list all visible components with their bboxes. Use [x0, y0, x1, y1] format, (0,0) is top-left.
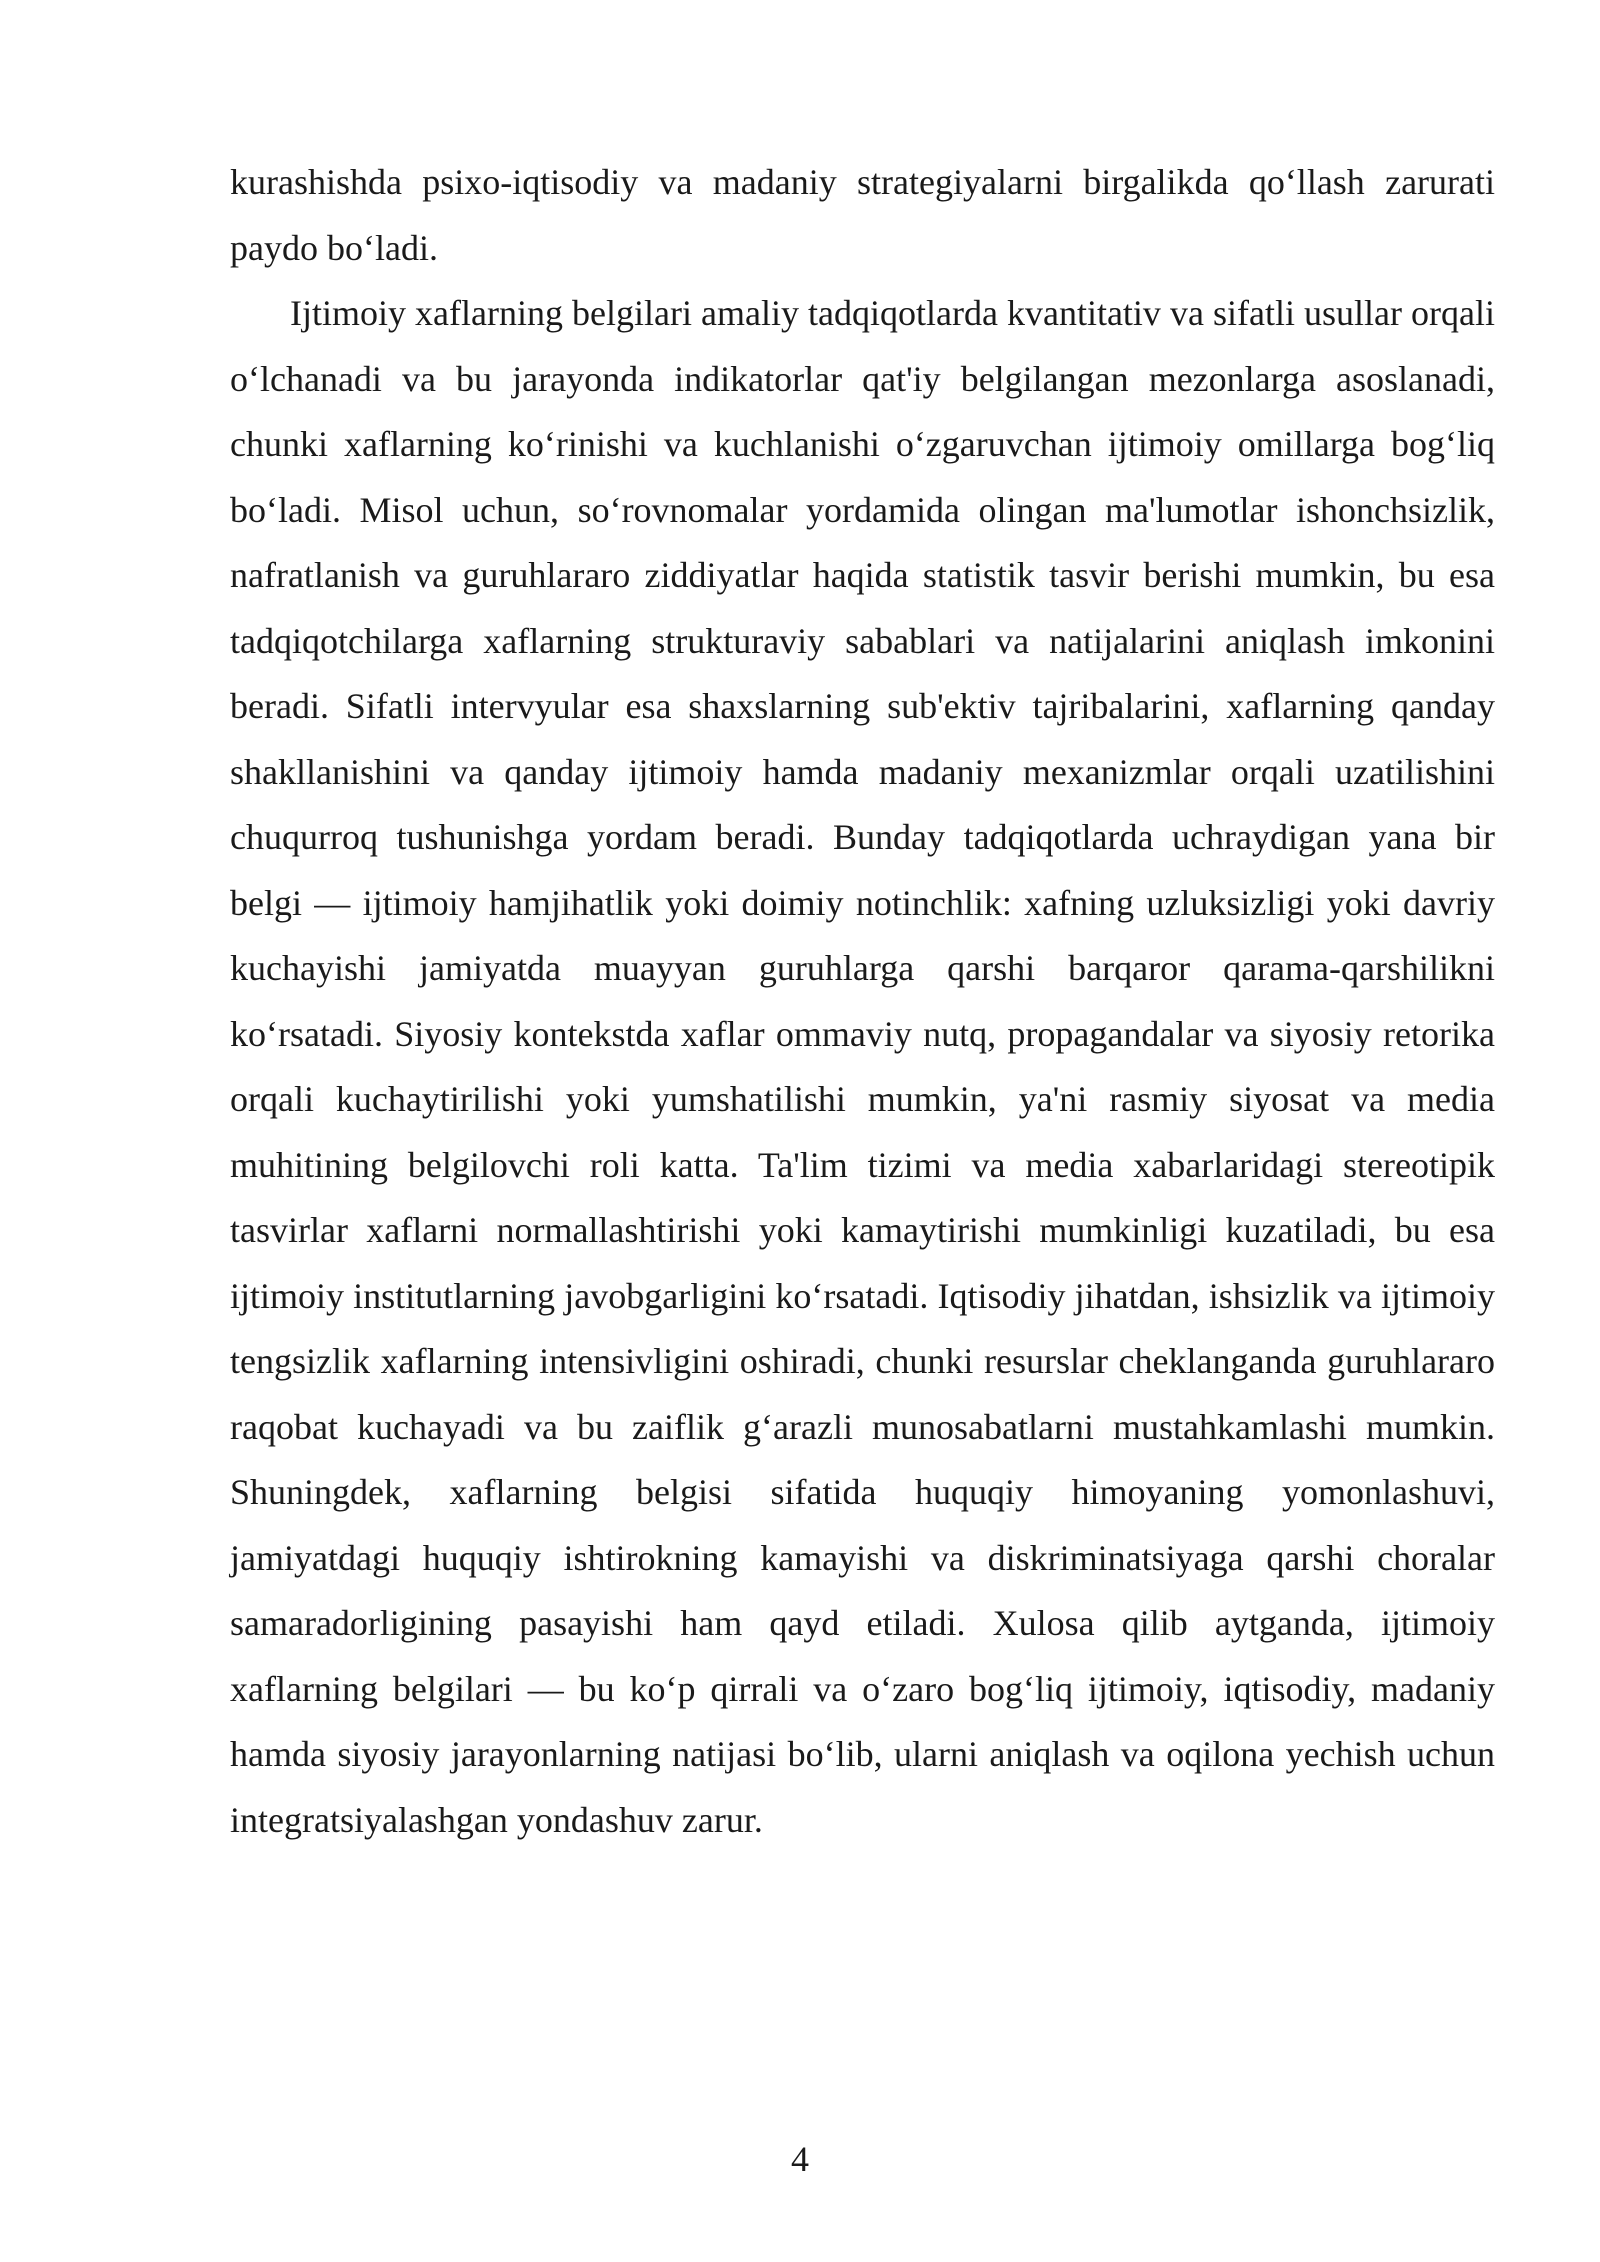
- page-number: 4: [791, 2139, 809, 2179]
- paragraph-continuation: kurashishda psixo-iqtisodiy va madaniy strategiyalarni birgalikda qo‘llash zarurati paydo bo‘ladi.: [230, 162, 1495, 268]
- paragraph-main: Ijtimoiy xaflarning belgilari amaliy tadqiqotlarda kvantitativ va sifatli usullar orqali o‘lchanadi va bu jarayonda indikatorlar qat'iy belgilangan mezonlarga asoslanadi, chunki xaflarning ko‘rinishi va kuchlanishi o‘zgaruvchan ijtimoiy omillarga bog‘liq bo‘ladi. Misol uchun, so‘rovnomalar yordamida olingan ma'lumotlar ishonchsizlik, nafratlanish va guruhlararo ziddiyatlar haqida statistik tasvir berishi mumkin, bu esa tadqiqotchilarga xaflarning strukturaviy sabablari va natijalarini aniqlash imkonini beradi. Sifatli intervyular esa shaxslarning sub'ektiv tajribalarini, xaflarning qanday shakllanishini va qanday ijtimoiy hamda madaniy mexanizmlar orqali uzatilishini chuqurroq tushunishga yordam beradi. Bunday tadqiqotlarda uchraydigan yana bir belgi — ijtimoiy hamjihatlik yoki doimiy notinchlik: xafning uzluksizligi yoki davriy kuchayishi jamiyatda muayyan guruhlarga qarshi barqaror qarama-qarshilikni ko‘rsatadi. Siyosiy kontekstda xaflar ommaviy nutq, propagandalar va siyosiy retorika orqali kuchaytirilishi yoki yumshatilishi mumkin, ya'ni rasmiy siyosat va media muhitining belgilovchi roli katta. Ta'lim tizimi va media xabarlaridagi stereotipik tasvirlar xaflarni normallashtirishi yoki kamaytirishi mumkinligi kuzatiladi, bu esa ijtimoiy institutlarning javobgarligini ko‘rsatadi. Iqtisodiy jihatdan, ishsizlik va ijtimoiy tengsizlik xaflarning intensivligini oshiradi, chunki resurslar cheklanganda guruhlararo raqobat kuchayadi va bu zaiflik g‘arazli munosabatlarni mustahkamlashi mumkin. Shuningdek, xaflarning belgisi sifatida huquqiy himoyaning yomonlashuvi, jamiyatdagi huquqiy ishtirokning kamayishi va diskriminatsiyaga qarshi choralar samaradorligining pasayishi ham qayd etiladi. Xulosa qilib aytganda, ijtimoiy xaflarning belgilari — bu ko‘p qirrali va o‘zaro bog‘liq ijtimoiy, iqtisodiy, madaniy hamda siyosiy jarayonlarning natijasi bo‘lib, ularni aniqlash va oqilona yechish uchun integratsiyalashgan yondashuv zarur.: [230, 293, 1495, 1840]
- body-text: [230, 150, 1495, 1853]
